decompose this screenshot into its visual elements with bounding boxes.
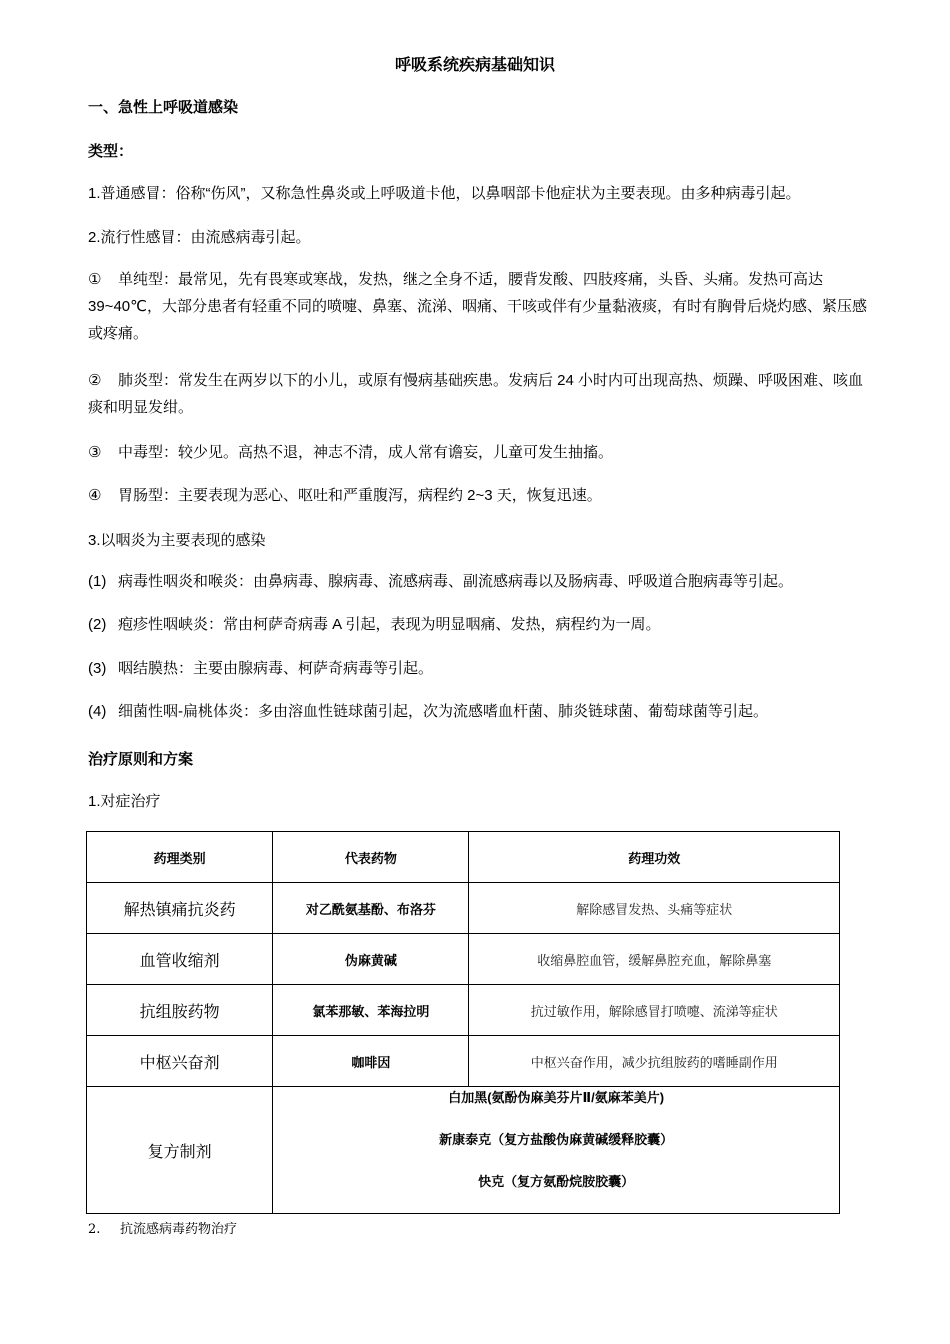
list-text: 中毒型：较少见。高热不退，神志不清，成人常有谵妄，儿童可发生抽搐。	[118, 444, 614, 461]
cell-category: 复方制剂	[87, 1087, 273, 1214]
cell-category: 解热镇痛抗炎药	[87, 883, 273, 934]
cell-drug: 伪麻黄碱	[273, 934, 469, 985]
table-row-compound	[87, 1087, 840, 1214]
header-cell-effect: 药理功效	[469, 832, 840, 883]
list-text: 疱疹性咽峡炎：常由柯萨奇病毒 A 引起，表现为明显咽痛、发热，病程约为一周。	[118, 616, 661, 633]
cell-drug: 氯苯那敏、苯海拉明	[273, 985, 469, 1036]
types-heading: 类型：	[88, 143, 134, 160]
compound-item: 白加黑(氨酚伪麻美芬片Ⅱ/氨麻苯美片)	[448, 1090, 665, 1105]
list-marker: (3)	[88, 660, 107, 677]
list-marker: ①	[88, 271, 102, 288]
cell-drug: 咖啡因	[273, 1036, 469, 1087]
treatment-subheading-symptomatic: 1.对症治疗	[88, 793, 161, 810]
treatment-subheading-antiviral	[88, 1218, 237, 1237]
cell-category: 抗组胺药物	[87, 985, 273, 1036]
list-marker: (1)	[88, 573, 107, 590]
paragraph-common-cold: 1.普通感冒：俗称“伤风”，又称急性鼻炎或上呼吸道卡他，以鼻咽部卡他症状为主要表现。由多种病毒引起。	[88, 185, 801, 202]
list-marker: 2.	[88, 1222, 101, 1237]
cell-effect: 收缩鼻腔血管，缓解鼻腔充血，解除鼻塞	[469, 934, 840, 985]
page-title: 呼吸系统疾病基础知识	[394, 57, 555, 74]
compound-item: 快克（复方氨酚烷胺胶囊）	[478, 1174, 635, 1189]
drug-table	[86, 831, 840, 1214]
flu-type-gastro	[88, 482, 878, 509]
cell-category: 中枢兴奋剂	[87, 1036, 273, 1087]
list-text: 抗流感病毒药物治疗	[120, 1222, 238, 1237]
table-row	[87, 934, 840, 985]
pharyngitis-type-herpangina	[88, 611, 878, 638]
cell-effect: 中枢兴奋作用，减少抗组胺药的嗜睡副作用	[469, 1036, 840, 1087]
treatment-heading: 治疗原则和方案	[88, 751, 194, 768]
header-cell-drug: 代表药物	[273, 832, 469, 883]
list-text: 细菌性咽-扁桃体炎：多由溶血性链球菌引起，次为流感嗜血杆菌、肺炎链球菌、葡萄球菌等引起。	[118, 703, 768, 720]
list-text: 病毒性咽炎和喉炎：由鼻病毒、腺病毒、流感病毒、副流感病毒以及肠病毒、呼吸道合胞病毒等引起。	[118, 573, 794, 590]
table-row	[87, 985, 840, 1036]
pharyngitis-type-conjunctival	[88, 655, 878, 682]
list-marker: ④	[88, 487, 102, 504]
header-cell-category: 药理类别	[87, 832, 273, 883]
list-marker: ③	[88, 444, 102, 461]
list-text: 单纯型：最常见，先有畏寒或寒战，发热，继之全身不适，腰背发酸、四肢疼痛，头昏、头痛。发热可高达39~40℃，大部分患者有轻重不同的喷嚏、鼻塞、流涕、咽痛、干咳或伴有少量黏液痰，有时有胸骨后烧灼感、紧压感或疼痛。	[88, 271, 867, 342]
flu-type-pneumonia	[88, 367, 878, 421]
list-marker: (4)	[88, 703, 107, 720]
section-heading-acute-uri: 一、急性上呼吸道感染	[88, 99, 239, 116]
flu-type-toxic	[88, 439, 878, 466]
cell-effect: 抗过敏作用，解除感冒打喷嚏、流涕等症状	[469, 985, 840, 1036]
compound-item: 新康泰克（复方盐酸伪麻黄碱缓释胶囊）	[439, 1132, 674, 1147]
cell-effect: 解除感冒发热、头痛等症状	[469, 883, 840, 934]
table-row	[87, 883, 840, 934]
list-marker: (2)	[88, 616, 107, 633]
table-header-row	[87, 832, 840, 883]
list-marker: ②	[88, 372, 102, 389]
list-text: 胃肠型：主要表现为恶心、呕吐和严重腹泻，病程约 2~3 天，恢复迅速。	[118, 487, 602, 504]
list-text: 咽结膜热：主要由腺病毒、柯萨奇病毒等引起。	[118, 660, 434, 677]
list-text: 肺炎型：常发生在两岁以下的小儿，或原有慢病基础疾患。发病后 24 小时内可出现高热、烦躁、呼吸困难、咳血痰和明显发绀。	[88, 372, 864, 416]
pharyngitis-type-viral	[88, 568, 878, 595]
table-row	[87, 1036, 840, 1087]
pharyngitis-type-bacterial	[88, 698, 878, 725]
cell-category: 血管收缩剂	[87, 934, 273, 985]
flu-type-simple	[88, 266, 878, 347]
cell-drug: 对乙酰氨基酚、布洛芬	[273, 883, 469, 934]
paragraph-pharyngitis: 3.以咽炎为主要表现的感染	[88, 532, 266, 549]
cell-compound-list	[273, 1087, 840, 1214]
paragraph-influenza: 2.流行性感冒：由流感病毒引起。	[88, 229, 311, 246]
